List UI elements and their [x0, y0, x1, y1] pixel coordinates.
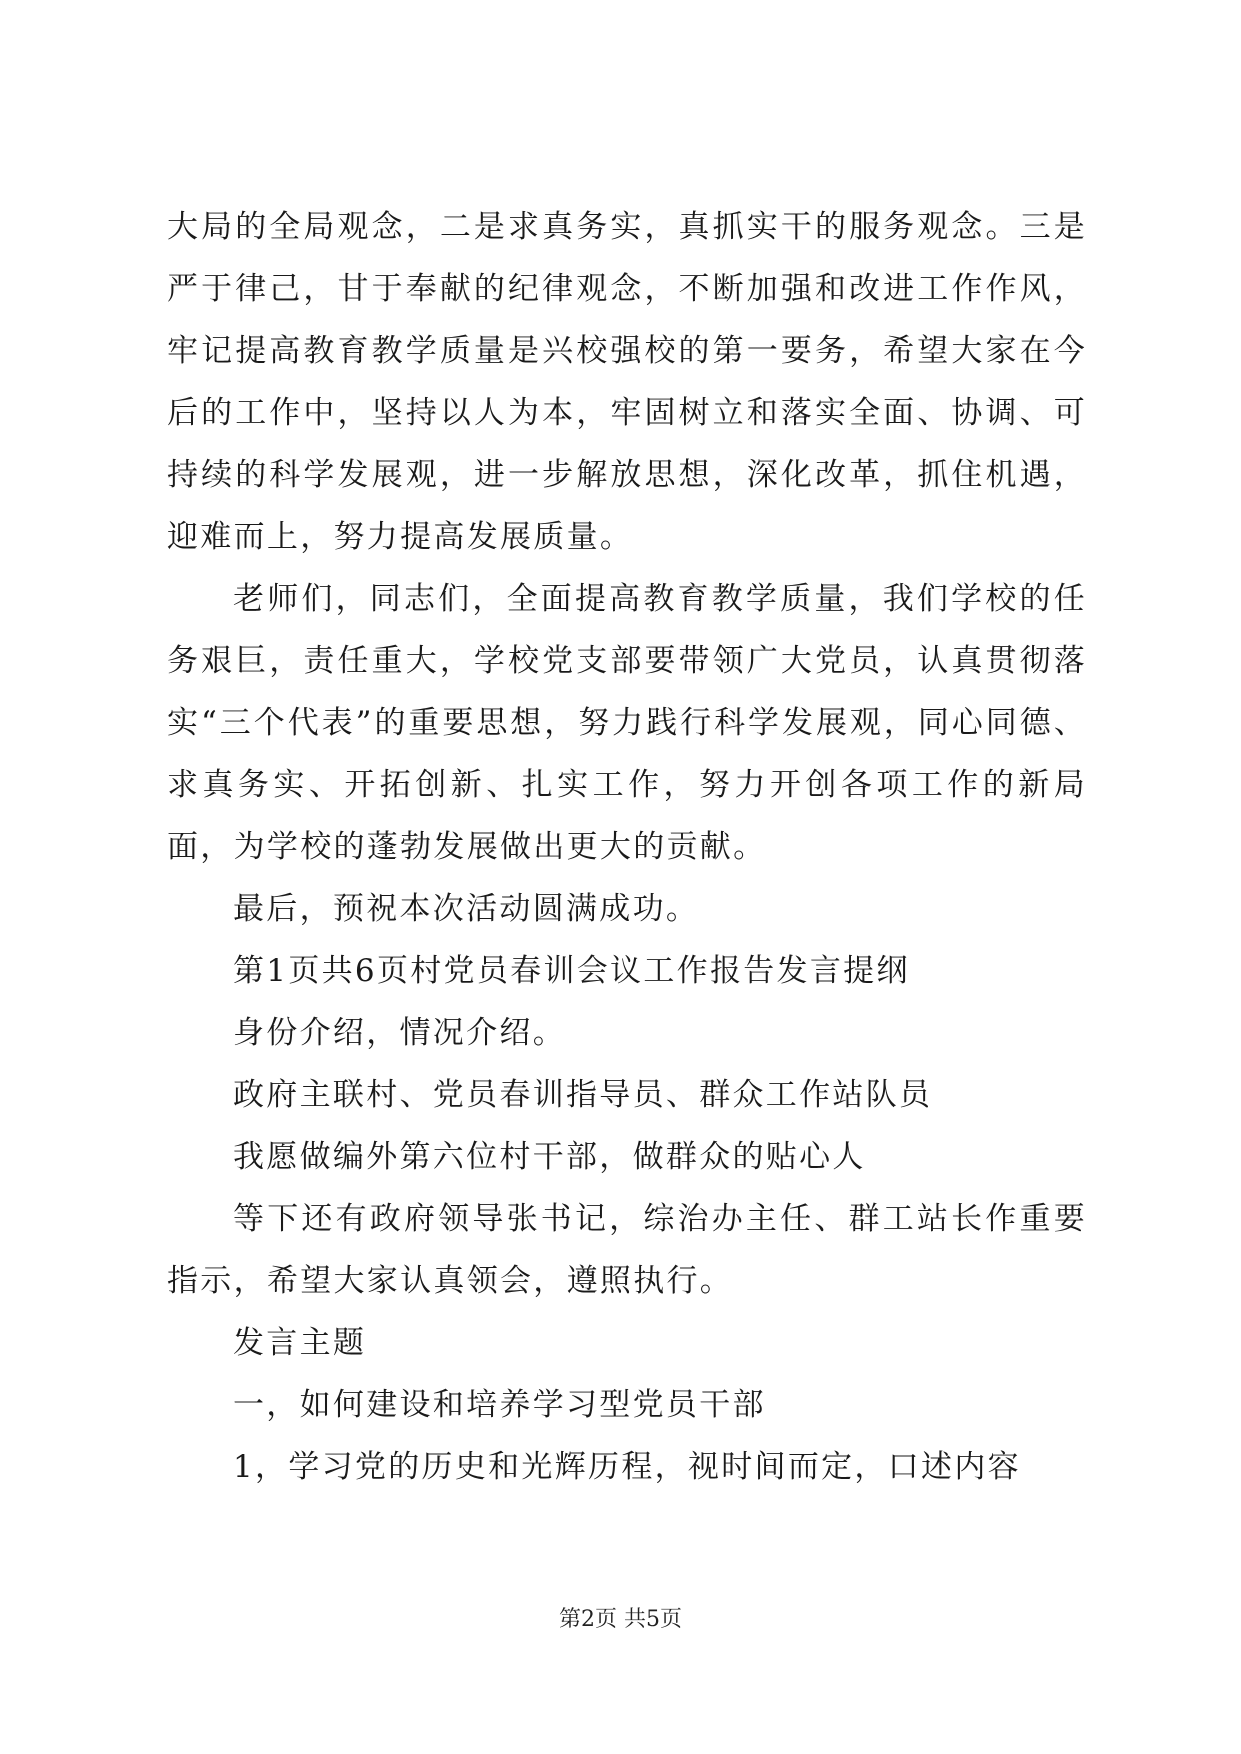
paragraph-9: 发言主题: [233, 1325, 367, 1361]
paragraph-10: 一，如何建设和培养学习型党员干部: [233, 1387, 766, 1423]
paragraph-3: 最后，预祝本次活动圆满成功。: [233, 891, 700, 927]
page-footer: 第2页 共5页: [559, 1607, 682, 1632]
paragraph-4: 第1页共6页村党员春训会议工作报告发言提纲: [233, 953, 910, 989]
paragraph-6: 政府主联村、党员春训指导员、群众工作站队员: [233, 1077, 933, 1113]
paragraph-1: 大局的全局观念，二是求真务实，真抓实干的服务观念。三是严于律己，甘于奉献的纪律观念，不断加强和改进工作作风，牢记提高教育教学质量是兴校强校的第一要务，希望大家在今后的工作中，坚持以人为本，牢固树立和落实全面、协调、可持续的科学发展观，进一步解放思想，深化改革，抓住机遇，迎难而上，努力提高发展质量。: [167, 209, 1087, 555]
paragraph-8: 等下还有政府领导张书记，综治办主任、群工站长作重要指示，希望大家认真领会，遵照执行。: [167, 1201, 1087, 1299]
paragraph-11: 1，学习党的历史和光辉历程，视时间而定，口述内容: [233, 1449, 1021, 1485]
paragraph-7: 我愿做编外第六位村干部，做群众的贴心人: [233, 1139, 866, 1175]
paragraph-2: 老师们，同志们，全面提高教育教学质量，我们学校的任务艰巨，责任重大，学校党支部要带领广大党员，认真贯彻落实“三个代表”的重要思想，努力践行科学发展观，同心同德、求真务实、开拓创新、扎实工作，努力开创各项工作的新局面，为学校的蓬勃发展做出更大的贡献。: [167, 581, 1087, 865]
document-body: [167, 196, 1087, 1498]
paragraph-5: 身份介绍，情况介绍。: [233, 1015, 566, 1051]
